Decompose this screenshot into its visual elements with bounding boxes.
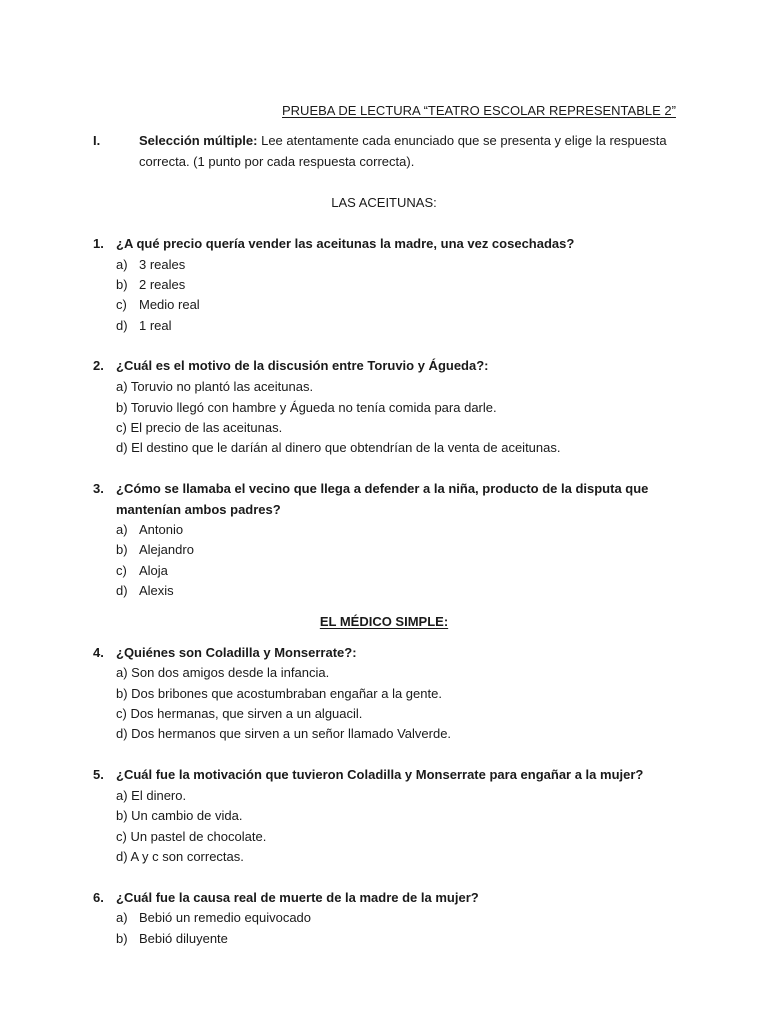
option-text: Alejandro [139, 542, 194, 557]
question-number: 3. [93, 481, 104, 496]
document-title: PRUEBA DE LECTURA “TEATRO ESCOLAR REPRESENTABLE 2” [282, 103, 676, 118]
option-text: Bebió un remedio equivocado [139, 910, 312, 925]
option-text: a) Toruvio no plantó las aceitunas. [116, 379, 314, 394]
option-text: Medio real [139, 297, 200, 312]
option-label: b) [116, 931, 128, 946]
option-label: b) [116, 277, 128, 292]
question-number: 6. [93, 890, 104, 905]
option-label: d) [116, 318, 128, 333]
question-text: ¿Cómo se llamaba el vecino que llega a defender a la niña, producto de la disputa que [116, 481, 649, 496]
option-text: a) Son dos amigos desde la infancia. [116, 665, 330, 680]
option-text: b) Dos bribones que acostumbraban engañar a la gente. [116, 686, 442, 701]
subsection-heading-aceitunas: LAS ACEITUNAS: [331, 195, 437, 210]
question-text: ¿Cuál fue la causa real de muerte de la madre de la mujer? [116, 890, 479, 905]
question-number: 4. [93, 645, 104, 660]
option-label: a) [116, 910, 128, 925]
option-text: c) Dos hermanas, que sirven a un alguacil. [116, 706, 363, 721]
question-number: 1. [93, 236, 104, 251]
option-text: 1 real [139, 318, 172, 333]
option-label: c) [116, 297, 127, 312]
option-label: c) [116, 563, 127, 578]
section-text: Lee atentamente cada enunciado que se presenta y elige la respuesta [257, 133, 667, 148]
section-number: I. [93, 133, 101, 148]
section-instructions-line2: correcta. (1 punto por cada respuesta correcta). [139, 154, 415, 169]
option-text: 2 reales [139, 277, 186, 292]
option-text: b) Un cambio de vida. [116, 808, 243, 823]
option-text: d) Dos hermanos que sirven a un señor llamado Valverde. [116, 726, 452, 741]
option-text: a) El dinero. [116, 788, 187, 803]
option-text: c) El precio de las aceitunas. [116, 420, 283, 435]
question-text: ¿Cuál fue la motivación que tuvieron Coladilla y Monserrate para engañar a la mujer? [116, 767, 644, 782]
option-text: d) El destino que le daríán al dinero que obtendrían de la venta de aceitunas. [116, 440, 561, 455]
question-text: ¿A qué precio quería vender las aceitunas la madre, una vez cosechadas? [116, 236, 575, 251]
subsection-heading-medico-simple: EL MÉDICO SIMPLE: [319, 614, 449, 629]
option-text: Antonio [139, 522, 184, 537]
option-text: Alexis [139, 583, 174, 598]
section-label: Selección múltiple: [139, 133, 258, 148]
option-label: d) [116, 583, 128, 598]
option-text: Bebió diluyente [139, 931, 228, 946]
option-text: c) Un pastel de chocolate. [116, 829, 267, 844]
option-text: d) A y c son correctas. [116, 849, 244, 864]
option-text: Aloja [139, 563, 168, 578]
question-text: ¿Quiénes son Coladilla y Monserrate?: [116, 645, 357, 660]
option-label: a) [116, 522, 128, 537]
question-text: mantenían ambos padres? [116, 502, 281, 517]
option-label: b) [116, 542, 128, 557]
option-label: a) [116, 257, 128, 272]
question-number: 2. [93, 358, 104, 373]
question-text: ¿Cuál es el motivo de la discusión entre Toruvio y Águeda?: [116, 358, 489, 373]
option-text: b) Toruvio llegó con hambre y Águeda no tenía comida para darle. [116, 400, 497, 415]
question-number: 5. [93, 767, 104, 782]
section-instructions-line1 [139, 133, 699, 149]
option-text: 3 reales [139, 257, 186, 272]
